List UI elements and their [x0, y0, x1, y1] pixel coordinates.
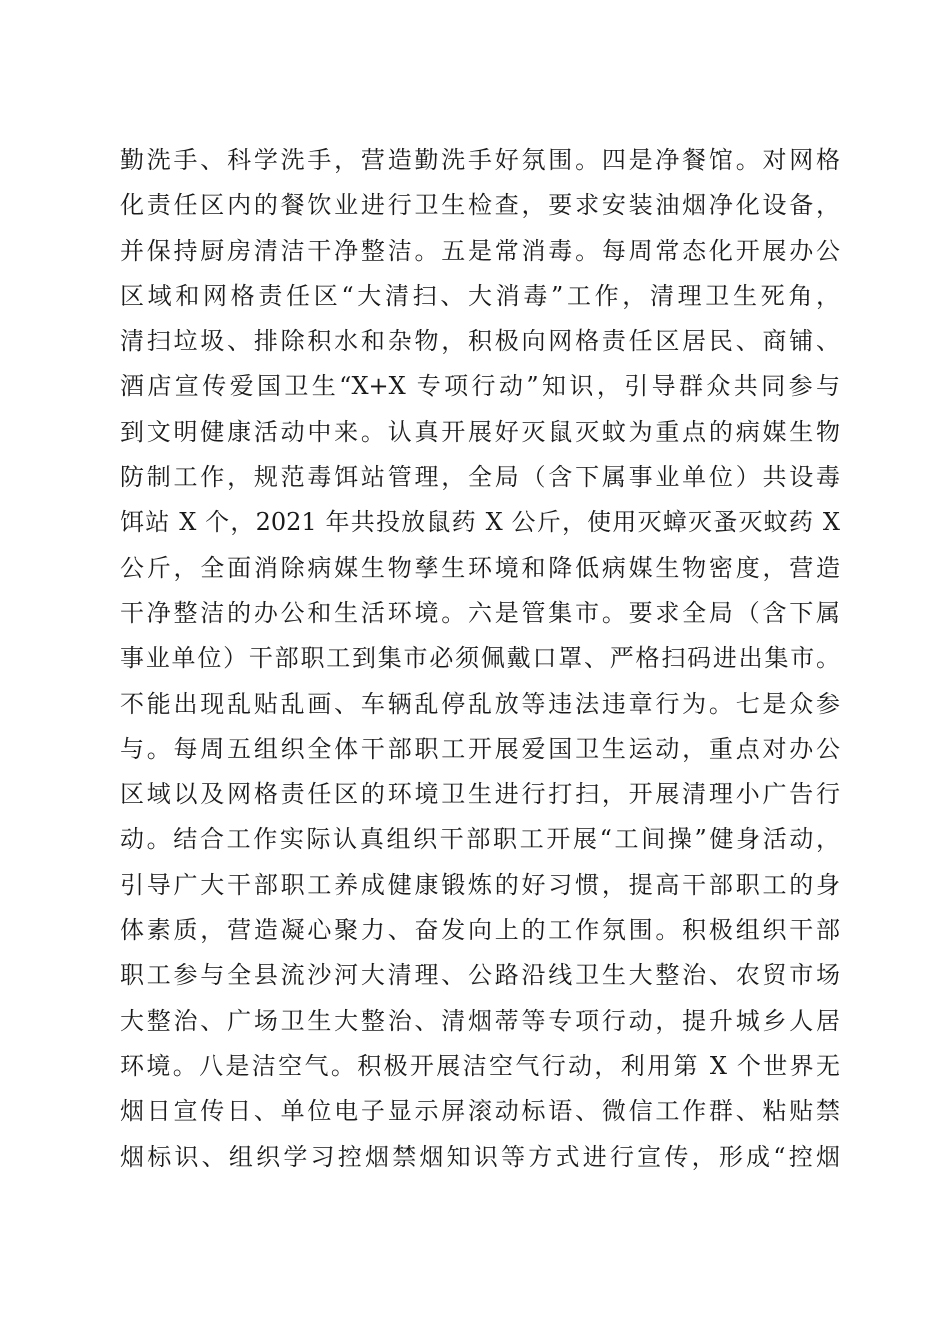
text-line: 烟标识、组织学习控烟禁烟知识等方式进行宣传，形成“控烟 [120, 1142, 840, 1171]
text-line: 烟日宣传日、单位电子显示屏滚动标语、微信工作群、粘贴禁 [120, 1097, 840, 1126]
text-line: 勤洗手、科学洗手，营造勤洗手好氛围。四是净餐馆。对网格 [120, 146, 840, 174]
text-line: 并保持厨房清洁干净整洁。五是常消毒。每周常态化开展办公 [120, 236, 840, 265]
text-line: 动。结合工作实际认真组织干部职工开展“工间操”健身活动， [120, 825, 840, 854]
text-line: 防制工作，规范毒饵站管理，全局（含下属事业单位）共设毒 [120, 463, 840, 492]
text-line: 不能出现乱贴乱画、车辆乱停乱放等违法违章行为。七是众参 [120, 689, 840, 718]
text-line: 化责任区内的餐饮业进行卫生检查，要求安装油烟净化设备， [120, 191, 840, 220]
text-line: 饵站 X 个，2021 年共投放鼠药 X 公斤，使用灭蟑灭蚤灭蚊药 X [120, 508, 840, 537]
text-line: 体素质，营造凝心聚力、奋发向上的工作氛围。积极组织干部 [120, 916, 840, 945]
text-line: 到文明健康活动中来。认真开展好灭鼠灭蚊为重点的病媒生物 [120, 417, 840, 446]
text-line: 清扫垃圾、排除积水和杂物，积极向网格责任区居民、商铺、 [120, 327, 840, 356]
text-line: 大整治、广场卫生大整治、清烟蒂等专项行动，提升城乡人居 [120, 1006, 840, 1035]
body-text [120, 138, 840, 1180]
text-line: 引导广大干部职工养成健康锻炼的好习惯，提高干部职工的身 [120, 870, 840, 899]
text-line: 区域以及网格责任区的环境卫生进行打扫，开展清理小广告行 [120, 780, 840, 809]
text-line: 公斤，全面消除病媒生物孳生环境和降低病媒生物密度，营造 [120, 553, 840, 582]
text-line: 酒店宣传爱国卫生“X+X 专项行动”知识，引导群众共同参与 [120, 372, 840, 401]
text-line: 事业单位）干部职工到集市必须佩戴口罩、严格扫码进出集市。 [120, 644, 840, 673]
text-line: 区域和网格责任区“大清扫、大消毒”工作，清理卫生死角， [120, 281, 840, 310]
text-line: 职工参与全县流沙河大清理、公路沿线卫生大整治、农贸市场 [120, 961, 840, 990]
text-line: 环境。八是洁空气。积极开展洁空气行动，利用第 X 个世界无 [120, 1051, 840, 1080]
text-line: 与。每周五组织全体干部职工开展爱国卫生运动，重点对办公 [120, 734, 840, 763]
text-line: 干净整洁的办公和生活环境。六是管集市。要求全局（含下属 [120, 598, 840, 627]
